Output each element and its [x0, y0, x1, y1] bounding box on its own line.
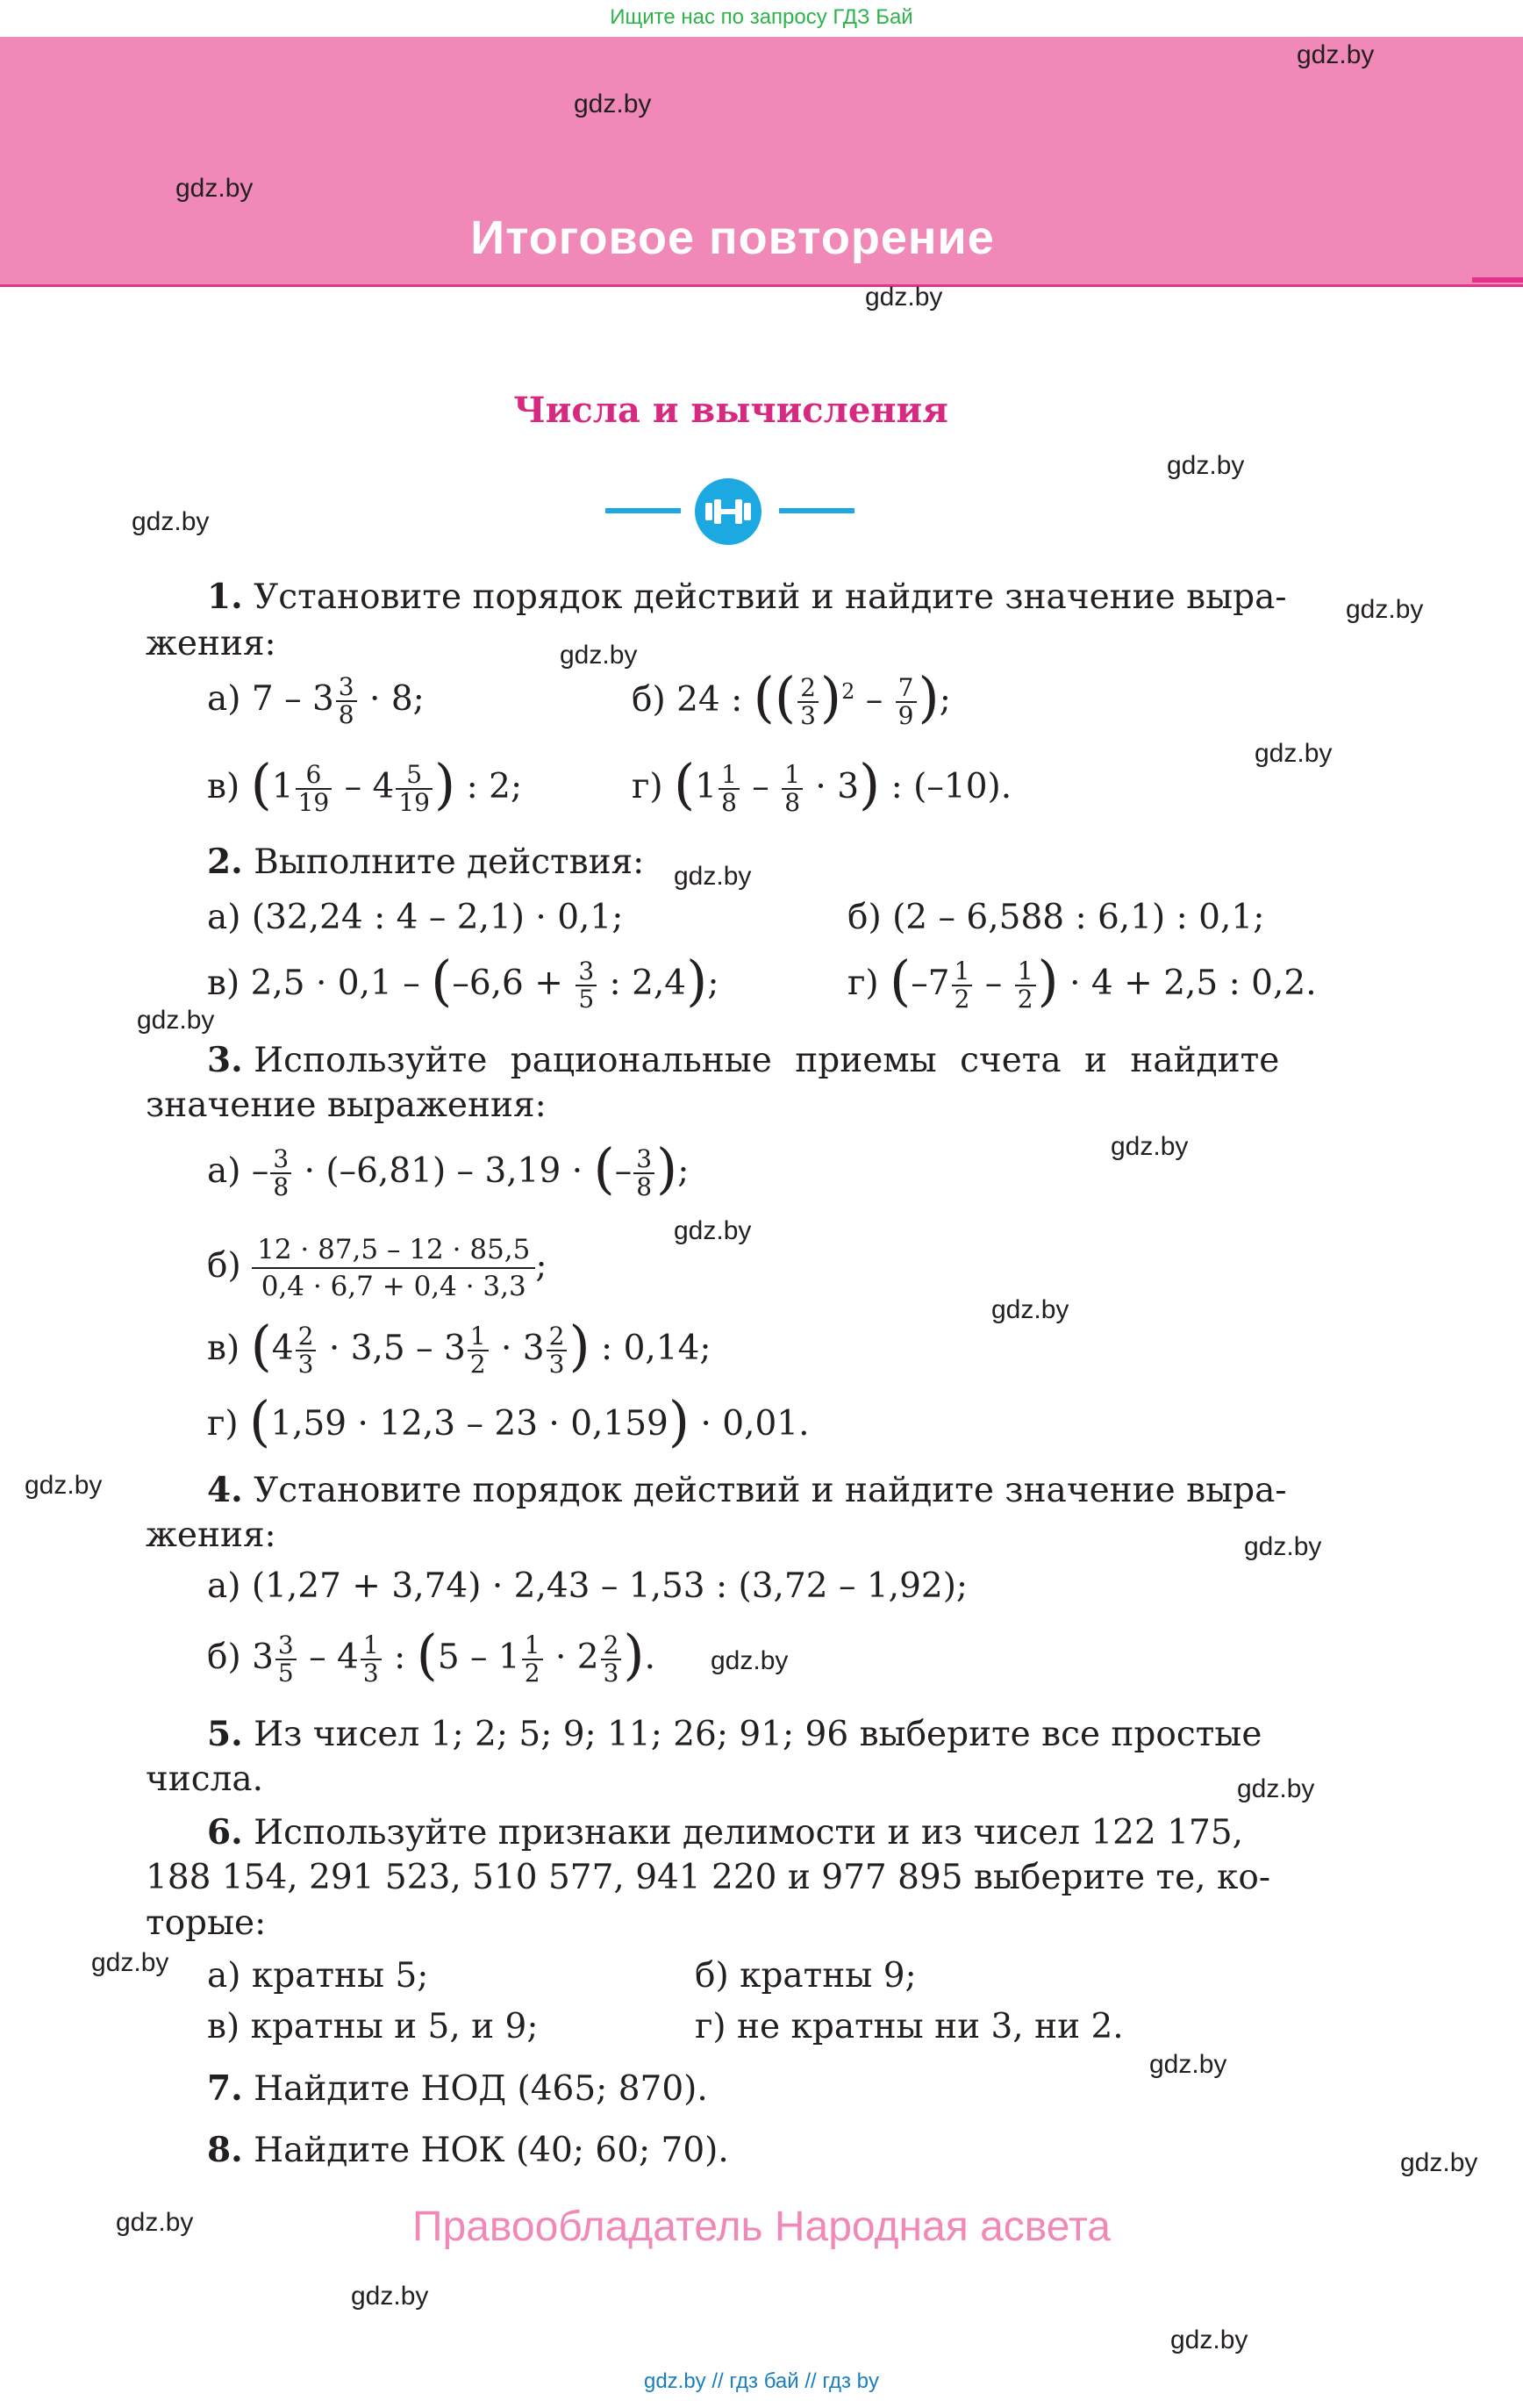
top-banner[interactable]: Ищите нас по запросу ГДЗ Бай — [610, 5, 913, 29]
task-4-b: б) 3 $\frac{3}{5}$ – 4 $\frac{1}{3}$ : (5 – 1 $\frac{1}{2}$ · 2 $\frac{2}{3}$ ). — [207, 1623, 656, 1688]
task-1 — [207, 574, 1287, 620]
task-text: Выполните действия: — [254, 842, 645, 882]
task-3-a: а) – $\frac{3}{8}$ · (–6,81) – 3,19 · (– $\frac{3}{8}$ ); — [207, 1136, 690, 1201]
task-2-c: в) 2,5 · 0,1 – (–6,6 + $\frac{3}{5}$ : 2,4); — [207, 949, 719, 1014]
task-1-b: б) 24 : (( $\frac{2}{3}$ )$^2$ – $\frac{7}{9}$ ); — [632, 665, 951, 730]
chapter-title: Итоговое повторение — [470, 211, 995, 264]
watermark: gdz.by — [351, 2282, 429, 2311]
watermark: gdz.by — [1149, 2050, 1227, 2079]
task-2-a: а) (32,24 : 4 – 2,1) · 0,1; — [207, 898, 624, 937]
task-text-cont: жения: — [146, 624, 276, 663]
task-text-cont: 188 154, 291 523, 510 577, 941 220 и 977 895 выберите те, ко- — [146, 1858, 1270, 1897]
task-text: Найдите НОК (40; 60; 70). — [254, 2131, 729, 2170]
watermark: gdz.by — [1170, 2326, 1248, 2354]
task-3-c: в) (4 $\frac{2}{3}$ · 3,5 – 3 $\frac{1}{2}$ · 3 $\frac{2}{3}$ ) : 0,14; — [207, 1314, 711, 1379]
task-1-a: а) 7 – 3 $\frac{3}{8}$ · 8; — [207, 672, 425, 729]
watermark: gdz.by — [674, 862, 752, 891]
watermark: gdz.by — [1111, 1132, 1189, 1161]
task-number: 4. — [207, 1470, 243, 1510]
task-text: Найдите НОД (465; 870). — [254, 2069, 708, 2109]
task-6 — [207, 1810, 1243, 1856]
watermark: gdz.by — [574, 90, 652, 118]
watermark: gdz.by — [1255, 739, 1333, 768]
watermark: gdz.by — [1244, 1532, 1322, 1561]
task-number: 7. — [207, 2068, 243, 2109]
task-number: 8. — [207, 2130, 243, 2170]
task-4 — [207, 1467, 1287, 1514]
task-text: Установите порядок действий и найдите значение выра- — [254, 577, 1287, 617]
task-2-d: г) (–7 $\frac{1}{2}$ – $\frac{1}{2}$ ) · 4 + 2,5 : 0,2. — [847, 949, 1317, 1014]
task-7 — [207, 2066, 708, 2112]
task-text: Из чисел 1; 2; 5; 9; 11; 26; 91; 96 выберите все простые — [254, 1715, 1262, 1754]
task-number: 3. — [207, 1040, 243, 1080]
dumbbell-icon — [695, 478, 762, 545]
task-4-a: а) (1,27 + 3,74) · 2,43 – 1,53 : (3,72 – 1,92); — [207, 1566, 969, 1606]
ornament-line-left — [605, 508, 681, 513]
watermark: gdz.by — [175, 174, 254, 203]
task-text-cont: жения: — [146, 1516, 276, 1555]
watermark: gdz.by — [865, 283, 943, 312]
watermark: gdz.by — [137, 1006, 215, 1035]
task-6-a: а) кратны 5; — [207, 1956, 429, 1996]
copyright-footer: Правообладатель Народная асвета — [412, 2204, 1111, 2250]
watermark: gdz.by — [1167, 451, 1245, 480]
task-3 — [207, 1037, 1279, 1084]
task-text: Используйте признаки делимости и из чисел 122 175, — [254, 1813, 1244, 1853]
task-2 — [207, 839, 644, 885]
watermark: gdz.by — [1237, 1774, 1315, 1803]
watermark: gdz.by — [116, 2208, 194, 2237]
ornament-line-right — [779, 508, 854, 513]
task-text-cont: значение выражения: — [146, 1086, 547, 1125]
task-3-d: г) (1,59 · 12,3 – 23 · 0,159) · 0,01. — [207, 1389, 810, 1453]
task-text: Установите порядок действий и найдите значение выра- — [254, 1471, 1287, 1510]
task-text-cont: торые: — [146, 1903, 267, 1943]
section-title: Числа и вычисления — [513, 390, 948, 431]
watermark: gdz.by — [1297, 40, 1375, 69]
task-8 — [207, 2127, 729, 2174]
task-number: 1. — [207, 577, 243, 617]
task-text-cont: числа. — [146, 1759, 264, 1799]
watermark: gdz.by — [25, 1471, 103, 1500]
task-number: 2. — [207, 842, 243, 882]
watermark: gdz.by — [711, 1646, 789, 1675]
watermark: gdz.by — [1400, 2148, 1478, 2177]
watermark: gdz.by — [132, 507, 210, 536]
watermark: gdz.by — [91, 1948, 169, 1977]
task-2-b: б) (2 – 6,588 : 6,1) : 0,1; — [847, 898, 1265, 937]
task-3-b: б) $\frac{12 \cdot 87,5 - 12 \cdot 85,5}{0,4 \cdot 6,7 + 0,4 \cdot 3,3}$ ; — [207, 1234, 547, 1302]
header-accent-bar — [1472, 277, 1523, 283]
watermark: gdz.by — [1346, 595, 1424, 624]
task-6-c: в) кратны и 5, и 9; — [207, 2007, 539, 2046]
task-1-d: г) (1 $\frac{1}{8}$ – $\frac{1}{8}$ · 3) : (–10). — [632, 752, 1012, 817]
task-6-b: б) кратны 9; — [695, 1956, 917, 1996]
task-text: Используйте рациональные приемы счета и найдите — [254, 1041, 1280, 1080]
task-number: 5. — [207, 1714, 243, 1754]
watermark: gdz.by — [674, 1216, 752, 1245]
task-5 — [207, 1711, 1262, 1758]
bottom-banner[interactable]: gdz.by // гдз бай // гдз by — [643, 2369, 880, 2393]
watermark: gdz.by — [560, 641, 638, 670]
task-1-c: в) (1 $\frac{6}{19}$ – 4 $\frac{5}{19}$ ) : 2; — [207, 752, 523, 817]
task-6-d: г) не кратны ни 3, ни 2. — [695, 2007, 1124, 2046]
task-number: 6. — [207, 1812, 243, 1853]
watermark: gdz.by — [991, 1295, 1069, 1324]
